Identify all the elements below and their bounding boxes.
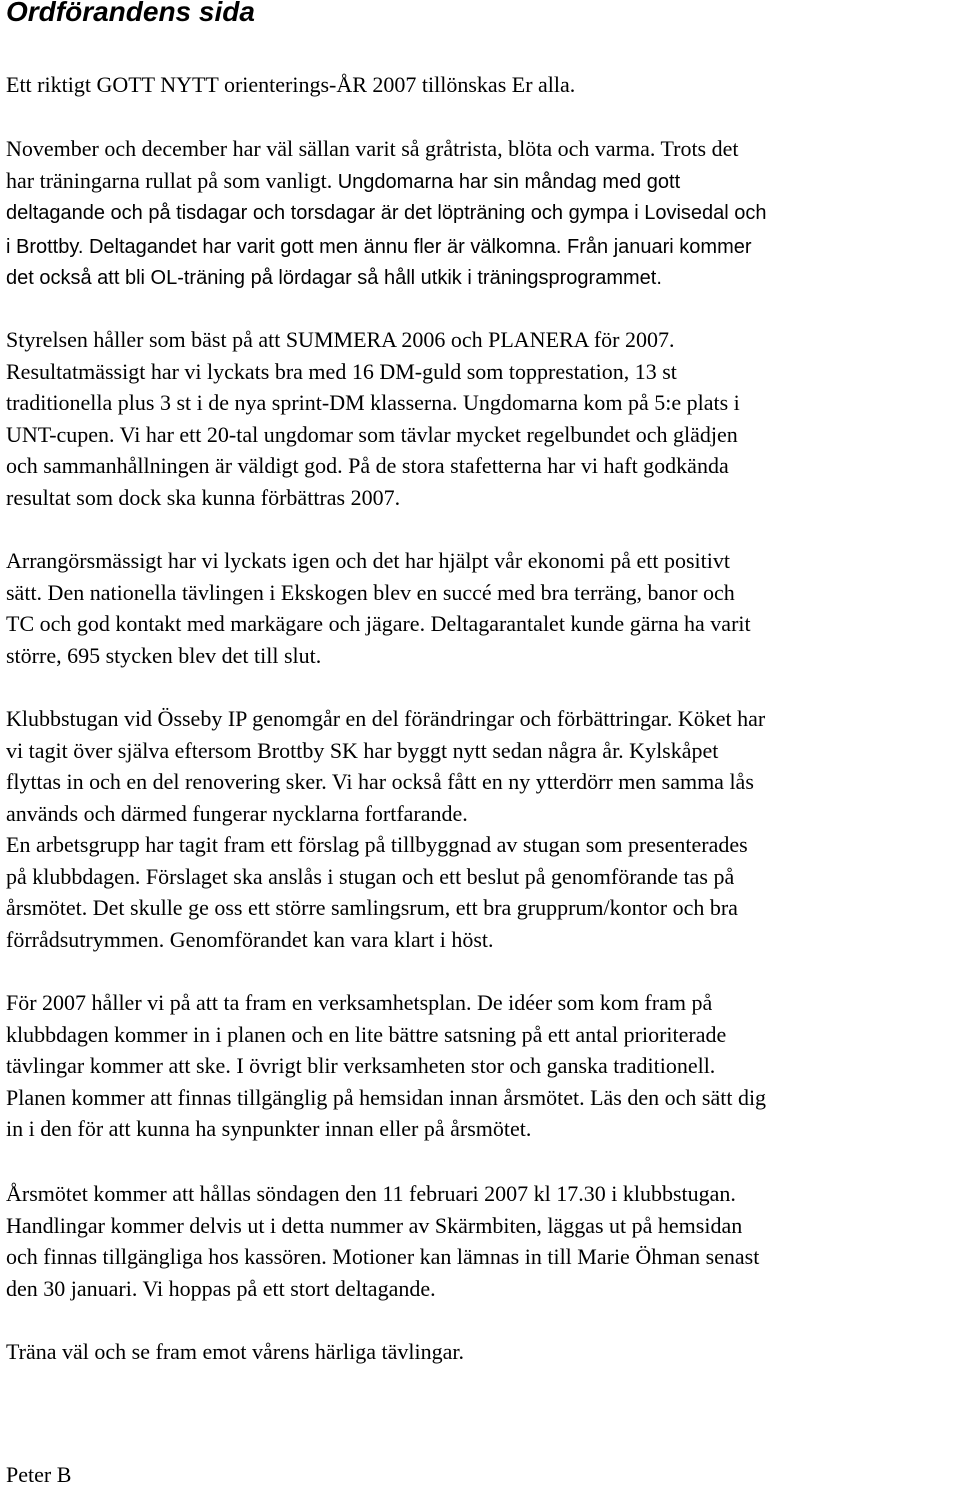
text-line: deltagande och på tisdagar och torsdagar är det löpträning och gympa i Lovisedal och	[6, 202, 767, 224]
text-line: flyttas in och en del renovering sker. Vi har också fått en ny ytterdörr men samma lås	[6, 769, 754, 794]
text-run: Från januari kommer	[567, 235, 752, 258]
paragraph-plan	[6, 987, 766, 1145]
paragraph-annual-meeting	[6, 1178, 759, 1304]
text-line	[6, 165, 767, 199]
text-line	[6, 230, 767, 264]
text-line: tävlingar kommer att ske. I övrigt blir verksamheten stor och ganska traditionell.	[6, 1053, 716, 1078]
text-line: November och december har väl sällan varit så gråtrista, blöta och varma. Trots det	[6, 136, 739, 161]
text-line: vi tagit över själva eftersom Brottby SK har byggt nytt sedan några år. Kylskåpet	[6, 737, 719, 763]
closing-line: Träna väl och se fram emot vårens härliga tävlingar.	[6, 1339, 464, 1364]
page-title: Ordförandens sida	[6, 0, 255, 27]
text-line: förrådsutrymmen. Genomförandet kan vara klart i höst.	[6, 926, 494, 952]
text-line: Resultatmässigt har vi lyckats bra med 16 DM-guld som topprestation, 13 st	[6, 358, 677, 384]
paragraph-weather	[6, 133, 767, 295]
text-line: större, 695 stycken blev det till slut.	[6, 642, 322, 668]
text-line: den 30 januari. Vi hoppas på ett stort deltagande.	[6, 1275, 436, 1301]
text-line: En arbetsgrupp har tagit fram ett förslag på tillbyggnad av stugan som presenterades	[6, 832, 748, 857]
text-line: resultat som dock ska kunna förbättras 2007.	[6, 484, 401, 510]
text-line: och sammanhållningen är väldigt god. På de stora stafetterna har vi haft godkända	[6, 453, 729, 478]
text-line: på klubbdagen. Förslaget ska anslås i stugan och ett beslut på genomförande tas på	[6, 863, 735, 889]
text-line: sätt. Den nationella tävlingen i Ekskogen blev en succé med bra terräng, banor och	[6, 579, 735, 605]
text-line: För 2007 håller vi på att ta fram en verksamhetsplan. De idéer som kom fram på	[6, 990, 713, 1015]
text-line: Arrangörsmässigt har vi lyckats igen och det har hjälpt vår ekonomi på ett positivt	[6, 548, 730, 573]
text-line: in i den för att kunna ha synpunkter innan eller på årsmötet.	[6, 1116, 532, 1141]
closing-paragraph	[6, 1336, 464, 1368]
text-line: används och därmed fungerar nycklarna fortfarande.	[6, 800, 468, 826]
greeting-line: Ett riktigt GOTT NYTT orienterings-ÅR 2007 tillönskas Er alla.	[6, 72, 576, 97]
text-run: Ungdomarna har sin måndag med gott	[337, 170, 681, 193]
text-line: årsmötet. Det skulle ge oss ett större samlingsrum, ett bra grupprum/kontor och bra	[6, 895, 738, 920]
text-line: det också att bli OL-träning på lördagar så håll utkik i träningsprogrammet.	[6, 267, 662, 289]
text-line: klubbdagen kommer in i planen och en lite bättre satsning på ett antal prioriterade	[6, 1021, 727, 1047]
greeting-paragraph	[6, 69, 575, 101]
paragraph-results	[6, 324, 740, 513]
text-line: och finnas tillgängliga hos kassören. Motioner kan lämnas in till Marie Öhman senast	[6, 1244, 760, 1269]
text-run: i Brottby. Deltagandet har varit gott men ännu fler är välkomna.	[6, 235, 568, 258]
text-line: traditionella plus 3 st i de nya sprint-DM klasserna. Ungdomarna kom på 5:e plats i	[6, 390, 740, 415]
paragraph-arrangements	[6, 545, 751, 671]
text-line: UNT-cupen. Vi har ett 20-tal ungdomar som tävlar mycket regelbundet och glädjen	[6, 421, 738, 447]
text-run: har träningarna rullat på som vanligt.	[6, 167, 338, 193]
signature: Peter B	[6, 1462, 72, 1487]
text-line: Klubbstugan vid Össeby IP genomgår en del förändringar och förbättringar. Köket har	[6, 706, 766, 731]
text-line: Årsmötet kommer att hållas söndagen den 11 februari 2007 kl 17.30 i klubbstugan.	[6, 1181, 736, 1206]
text-line: Planen kommer att finnas tillgänglig på hemsidan innan årsmötet. Läs den och sätt dig	[6, 1084, 767, 1110]
text-line: Handlingar kommer delvis ut i detta nummer av Skärmbiten, läggas ut på hemsidan	[6, 1212, 743, 1238]
text-line: Styrelsen håller som bäst på att SUMMERA 2006 och PLANERA för 2007.	[6, 327, 675, 352]
paragraph-clubhouse	[6, 703, 765, 955]
text-line: TC och god kontakt med markägare och jägare. Deltagarantalet kunde gärna ha varit	[6, 611, 751, 636]
